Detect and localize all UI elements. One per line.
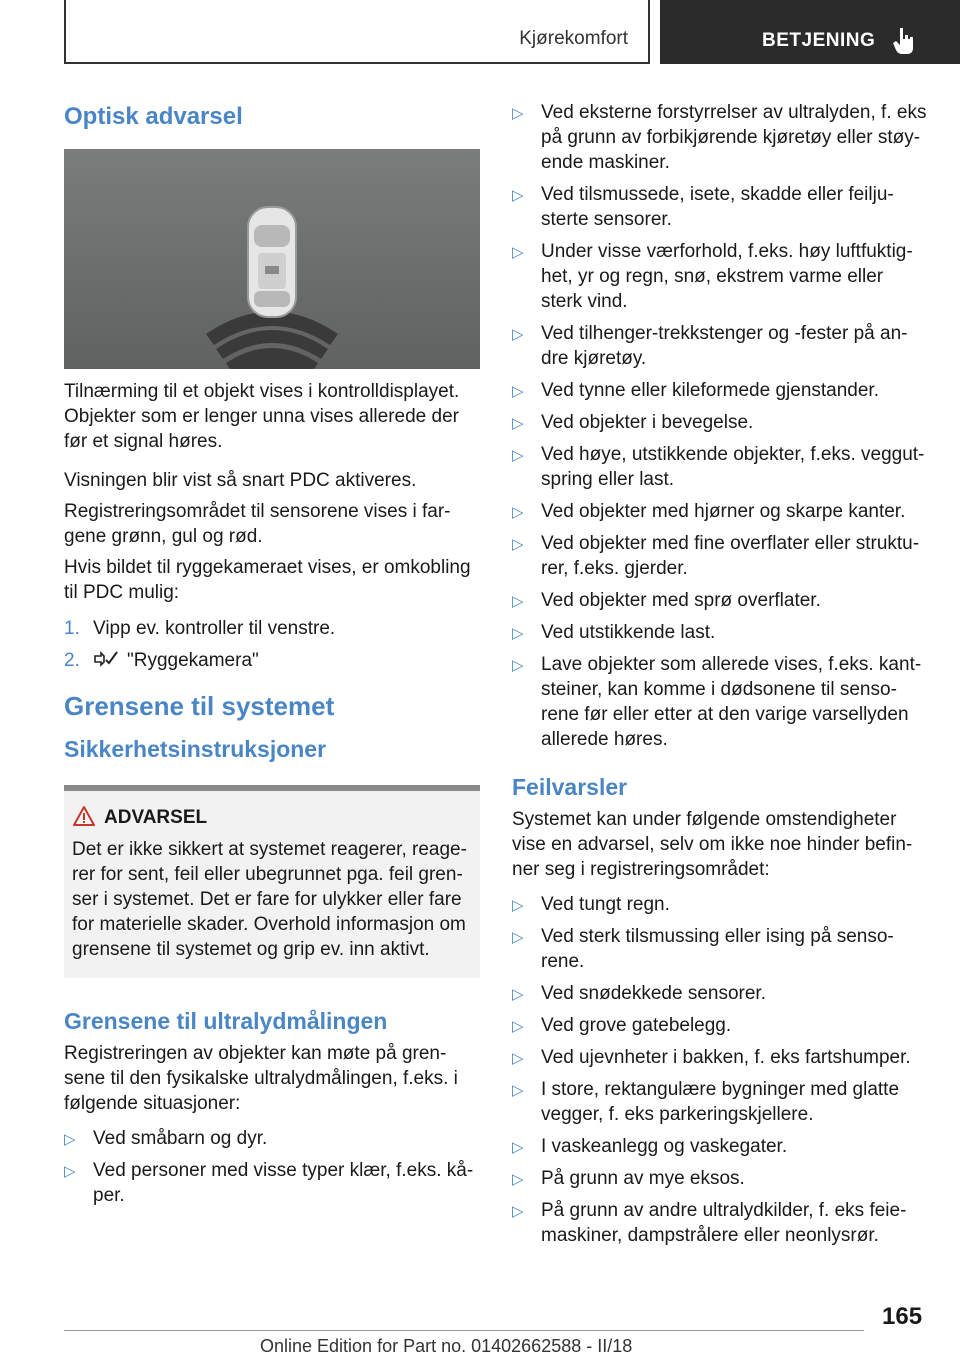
intro-paragraph-1: Tilnærming til et objekt vises i kontrolldisplayet. Objekter som er lenger unna vises allerede der før et signal høres. [64,381,460,452]
list-item-text: Ved tungt regn. [541,894,670,915]
list-item-text: Ved grove gatebelegg. [541,1015,732,1036]
list-item [512,378,928,403]
list-item [512,924,928,974]
triangle-right-icon: ▷ [512,986,524,1003]
list-item [512,981,928,1006]
triangle-right-icon: ▷ [512,244,524,261]
ultra-intro: Registreringen av objekter kan møte på gren-sene til den fysikalske ultralydmålingen, f.eks. i følgende situasjoner: [64,1043,458,1114]
list-item [512,499,928,524]
list-item [512,182,928,232]
list-item [512,620,928,645]
list-item [64,1126,480,1151]
list-item [512,892,928,917]
feil-list [512,892,928,1248]
list-item [64,1158,480,1208]
list-item [512,1134,928,1159]
list-item [512,1166,928,1191]
list-item-text: Ved objekter med fine overflater eller struktu-rer, f.eks. gjerder. [541,533,920,579]
triangle-right-icon: ▷ [512,1171,524,1188]
list-item [512,588,928,613]
list-item-text: Ved høye, utstikkende objekter, f.eks. veggut-spring eller last. [541,444,925,490]
list-item [512,531,928,581]
step-2 [64,648,480,673]
list-item [512,239,928,314]
heading-grensene-ultralyd: Grensene til ultralydmålingen [64,1008,388,1034]
triangle-right-icon: ▷ [512,1203,524,1220]
list-item-text: Ved objekter med hjørner og skarpe kanter. [541,501,906,522]
triangle-right-icon: ▷ [512,1139,524,1156]
triangle-right-icon: ▷ [512,625,524,642]
heading-grensene-til-systemet: Grensene til systemet [64,691,335,721]
triangle-right-icon: ▷ [512,415,524,432]
triangle-right-icon: ▷ [512,383,524,400]
list-item [512,321,928,371]
header-section-title: Kjørekomfort [519,28,628,49]
triangle-right-icon: ▷ [512,447,524,464]
ultra-list-right [512,100,928,752]
footer-divider [64,1330,864,1331]
triangle-right-icon: ▷ [512,929,524,946]
step-2-number: 2. [64,650,80,671]
warning-triangle-icon [72,805,96,827]
list-item-text: Ved objekter i bevegelse. [541,412,754,433]
list-item-text: Ved tilhenger-trekkstenger og -fester på an-dre kjøretøy. [541,323,908,369]
pdc-display-image [64,149,480,369]
list-item-text: På grunn av andre ultralydkilder, f. eks feie-maskiner, dampstrålere eller neonlysrør. [541,1200,907,1246]
heading-optisk-advarsel: Optisk advarsel [64,103,243,130]
list-item-text: I store, rektangulære bygninger med glatte vegger, f. eks parkeringskjellere. [541,1079,900,1125]
left-column [64,100,480,1208]
list-item-text: Ved objekter med sprø overflater. [541,590,821,611]
triangle-right-icon: ▷ [512,536,524,553]
hand-pointer-icon [892,26,918,56]
list-item [512,442,928,492]
intro-paragraph-4: Hvis bildet til ryggekameraet vises, er omkobling til PDC mulig: [64,557,471,603]
list-item-text: Ved eksterne forstyrrelser av ultralyden, f. eks på grunn av forbikjørende kjøretøy eller støy-ende maskiner. [541,102,927,173]
triangle-right-icon: ▷ [512,593,524,610]
heading-feilvarsler: Feilvarsler [512,774,628,800]
list-item [512,1045,928,1070]
rear-camera-icon [93,650,119,668]
list-item-text: Ved småbarn og dyr. [93,1128,268,1149]
list-item-text: Lave objekter som allerede vises, f.eks. kant-steiner, kan komme i dødsonene til senso-rene før eller etter at den varige varsellyden allerede høres. [541,654,922,750]
list-item-text: Under visse værforhold, f.eks. høy luftfuktig-het, yr og regn, snø, ekstrem varme eller sterk vind. [541,241,913,312]
page-number: 165 [882,1303,923,1330]
warning-box [64,785,480,978]
triangle-right-icon: ▷ [512,1082,524,1099]
list-item-text: Ved snødekkede sensorer. [541,983,766,1004]
triangle-right-icon: ▷ [512,897,524,914]
intro-paragraph-2: Visningen blir vist så snart PDC aktiveres. [64,470,417,491]
right-column [512,100,928,1255]
triangle-right-icon: ▷ [64,1131,76,1148]
list-item-text: Ved personer med visse typer klær, f.eks. kå-per. [93,1160,474,1206]
step-1 [64,616,480,641]
triangle-right-icon: ▷ [512,1018,524,1035]
warning-text: Det er ikke sikkert at systemet reagerer, reage-rer for sent, feil eller ubegrunnet pga. feil gren-ser i systemet. Det er fare for ulykker eller fare for materielle skader. Overhold informasjon om grensene til systemet og grip ev. inn aktivt. [72,839,467,960]
triangle-right-icon: ▷ [512,187,524,204]
list-item [512,1013,928,1038]
step-2-text: "Ryggekamera" [127,650,259,671]
warning-title-row [104,807,472,829]
step-1-number: 1. [64,618,80,639]
ultra-list-left [64,1126,480,1208]
list-item [512,652,928,752]
list-item [512,100,928,175]
intro-paragraph-3: Registreringsområdet til sensorene vises i far-gene grønn, gul og rød. [64,501,451,547]
list-item-text: Ved ujevnheter i bakken, f. eks fartshumper. [541,1047,911,1068]
triangle-right-icon: ▷ [512,657,524,674]
warning-title: ADVARSEL [104,807,208,828]
header-chapter-tab [660,0,960,64]
heading-sikkerhetsinstruksjoner: Sikkerhetsinstruksjoner [64,736,327,762]
list-item-text: Ved tynne eller kileformede gjenstander. [541,380,879,401]
header-chapter-title: BETJENING [762,30,876,51]
triangle-right-icon: ▷ [64,1163,76,1180]
list-item-text: I vaskeanlegg og vaskegater. [541,1136,788,1157]
feil-intro: Systemet kan under følgende omstendigheter vise en advarsel, selv om ikke noe hinder befin-ner seg i registreringsområdet: [512,809,913,880]
pdc-car-illustration [64,149,480,369]
triangle-right-icon: ▷ [512,1050,524,1067]
triangle-right-icon: ▷ [512,105,524,122]
list-item [512,1077,928,1127]
list-item [512,410,928,435]
list-item [512,1198,928,1248]
list-item-text: Ved sterk tilsmussing eller ising på senso-rene. [541,926,894,972]
triangle-right-icon: ▷ [512,326,524,343]
list-item-text: Ved utstikkende last. [541,622,716,643]
list-item-text: Ved tilsmussede, isete, skadde eller feilju-sterte sensorer. [541,184,894,230]
footer-edition: Online Edition for Part no. 01402662588 - II/18 [260,1336,633,1356]
triangle-right-icon: ▷ [512,504,524,521]
step-1-text: Vipp ev. kontroller til venstre. [93,618,336,639]
list-item-text: På grunn av mye eksos. [541,1168,745,1189]
